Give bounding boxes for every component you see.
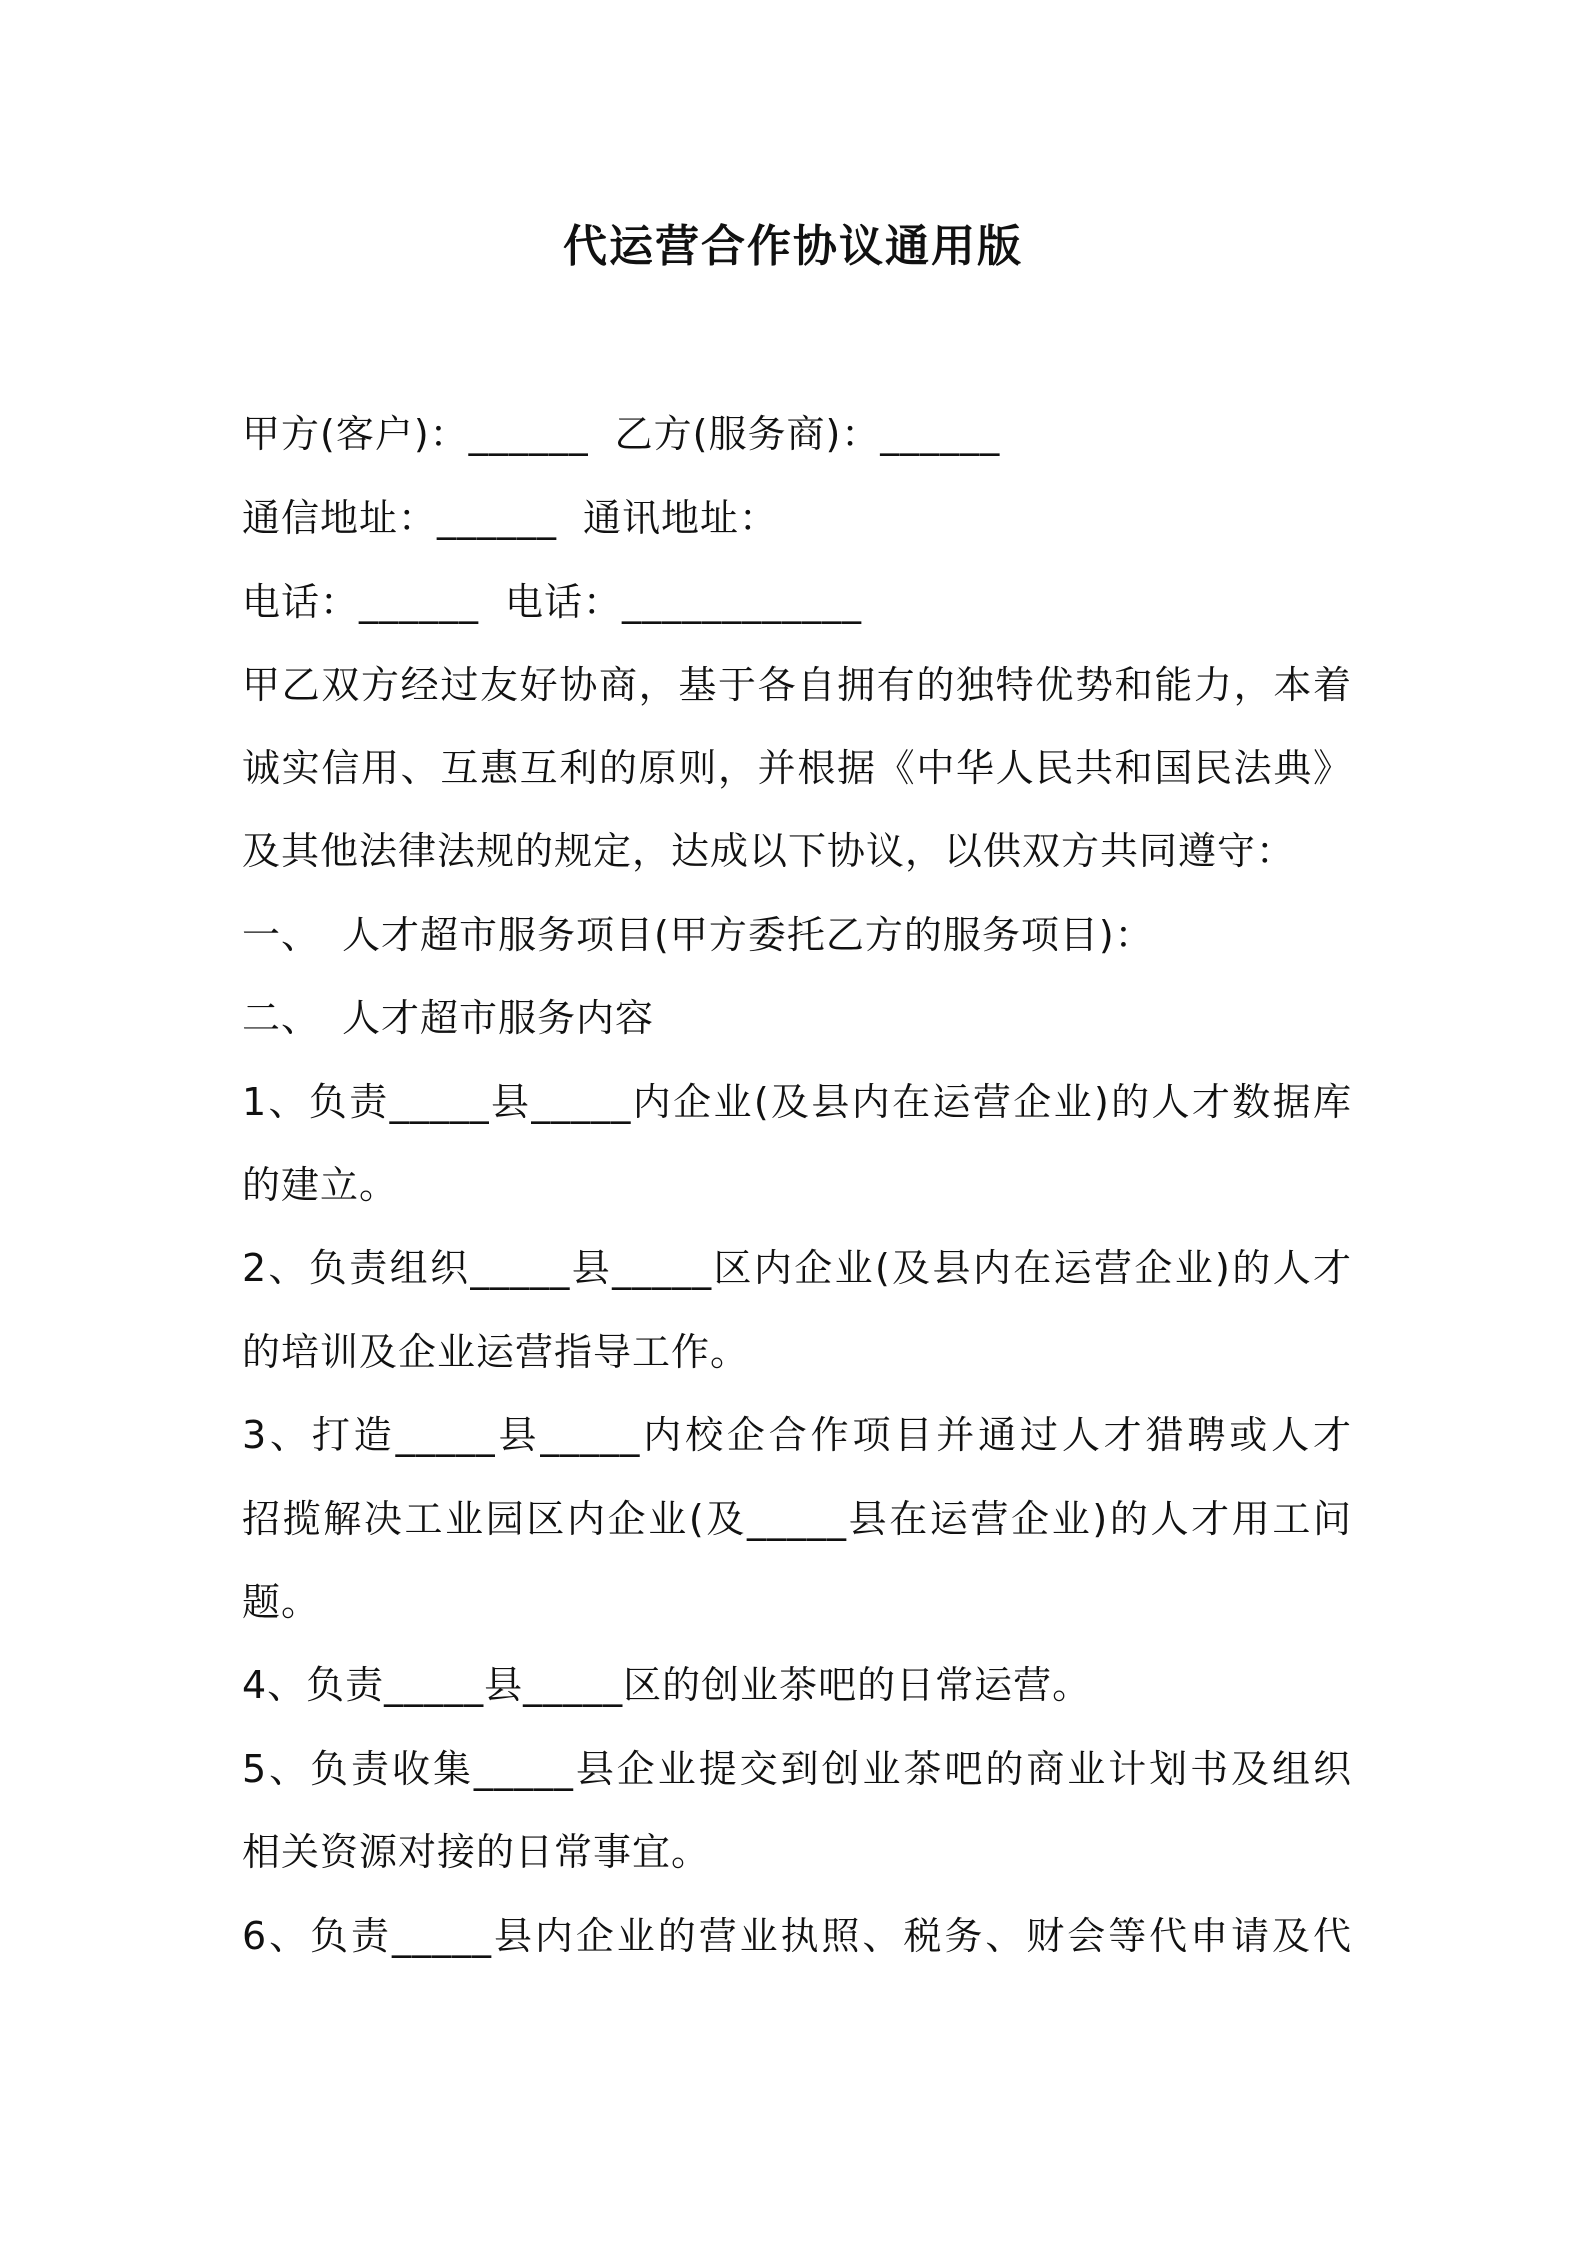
- party-a-label: 甲方(客户)：______: [242, 412, 589, 456]
- item-line: 相关资源对接的日常事宜。: [242, 1830, 711, 1874]
- phone-line: [242, 572, 1352, 632]
- item-line: 6、负责_____县内企业的营业执照、税务、财会等代申请及代: [242, 1914, 1352, 1958]
- party-line: [242, 404, 1352, 464]
- phone-b: 电话：____________: [505, 580, 863, 624]
- item-line: 的建立。: [242, 1163, 399, 1207]
- item-line: 5、负责收集_____县企业提交到创业茶吧的商业计划书及组织: [242, 1747, 1352, 1791]
- section-one-text: 人才超市服务项目(甲方委托乙方的服务项目)：: [342, 913, 1154, 957]
- document-title: 代运营合作协议通用版: [563, 221, 1023, 272]
- party-b-label: 乙方(服务商)：______: [614, 412, 1001, 456]
- item-line: 2、负责组织_____县_____区内企业(及县内在运营企业)的人才: [242, 1246, 1352, 1290]
- preamble-line-3: 及其他法律法规的规定，达成以下协议，以供双方共同遵守：: [242, 829, 1296, 873]
- address-b: 通讯地址：: [583, 496, 779, 540]
- section-one-number: 一、: [242, 913, 321, 957]
- address-line: [242, 488, 1352, 548]
- preamble-line-1: 甲乙双方经过友好协商，基于各自拥有的独特优势和能力，本着: [242, 663, 1352, 707]
- section-two-number: 二、: [242, 996, 321, 1040]
- item-line: 的培训及企业运营指导工作。: [242, 1330, 750, 1374]
- phone-a: 电话：______: [242, 580, 480, 624]
- item-line: 3、打造_____县_____内校企合作项目并通过人才猎聘或人才: [242, 1413, 1352, 1457]
- address-a: 通信地址：______: [242, 496, 558, 540]
- section-two-text: 人才超市服务内容: [342, 996, 655, 1040]
- item-line: 招揽解决工业园区内企业(及_____县在运营企业)的人才用工问: [242, 1497, 1352, 1541]
- item-line: 4、负责_____县_____区的创业茶吧的日常运营。: [242, 1663, 1092, 1707]
- section-two-heading: [242, 988, 1352, 1048]
- item-line: 1、负责_____县_____内企业(及县内在运营企业)的人才数据库: [242, 1080, 1352, 1124]
- item-line: 题。: [242, 1580, 321, 1624]
- preamble-line-2: 诚实信用、互惠互利的原则，并根据《中华人民共和国民法典》: [242, 746, 1352, 790]
- section-one-heading: [242, 905, 1352, 965]
